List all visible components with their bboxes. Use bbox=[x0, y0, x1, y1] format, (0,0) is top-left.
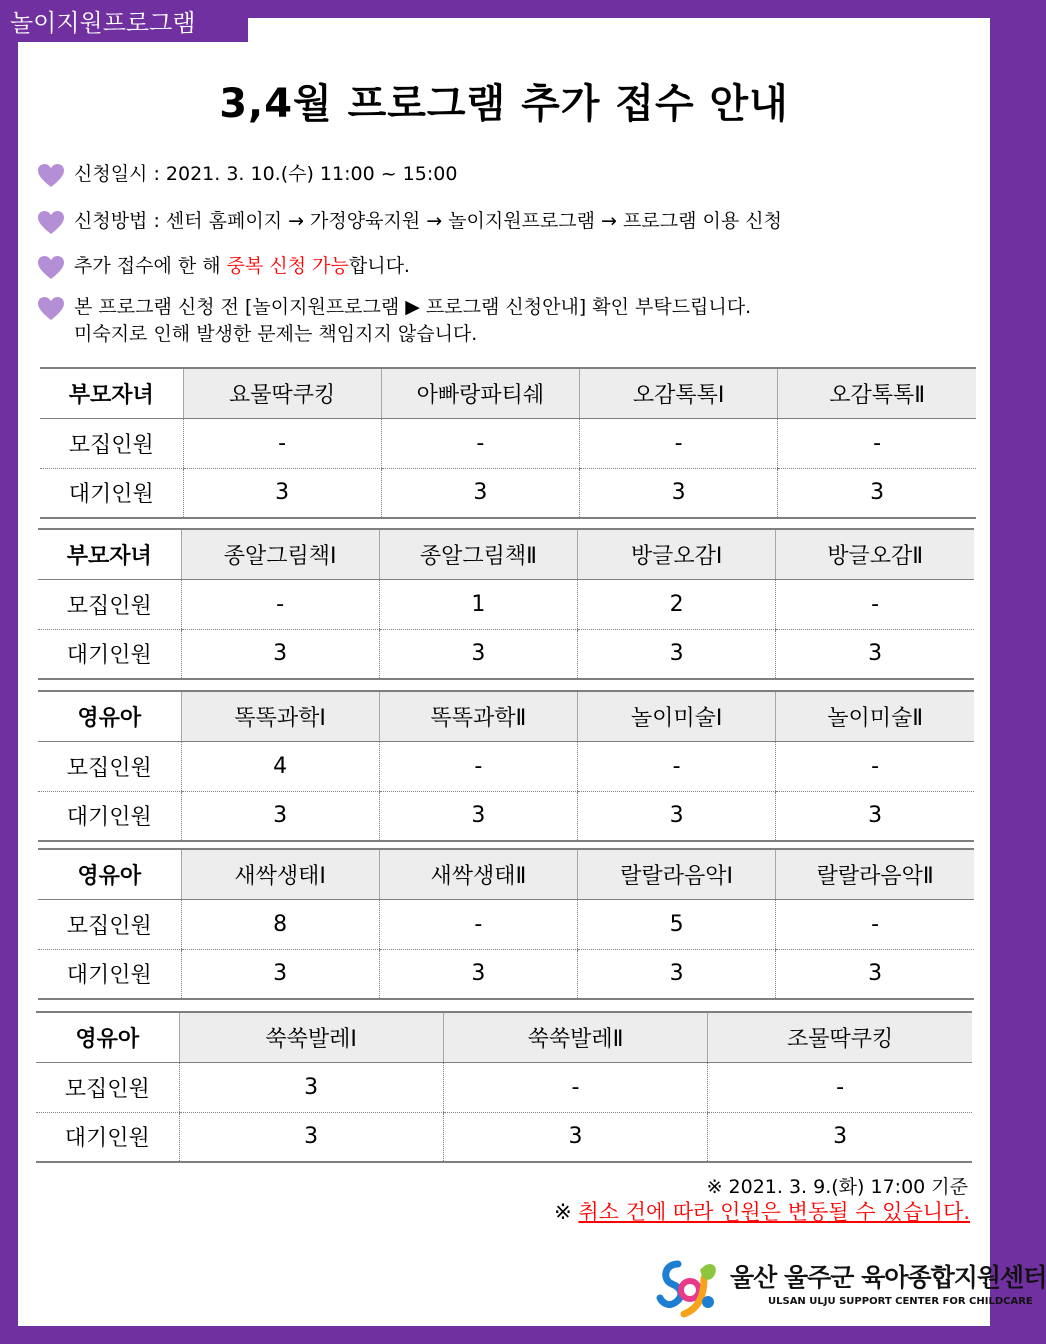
heart-icon bbox=[38, 256, 64, 280]
recruit-row bbox=[38, 899, 974, 949]
change-note-mark: ※ bbox=[554, 1200, 579, 1224]
row-label-recruit: 모집인원 bbox=[38, 899, 181, 949]
recruit-cell: - bbox=[776, 579, 974, 629]
waiting-cell: 3 bbox=[578, 949, 776, 999]
recruit-cell: - bbox=[379, 899, 577, 949]
program-name: 새싹생태Ⅰ bbox=[181, 849, 379, 899]
heart-icon bbox=[38, 211, 64, 235]
recruit-cell: 5 bbox=[578, 899, 776, 949]
waiting-cell: 3 bbox=[708, 1112, 972, 1162]
bullet-notice-line2: 미숙지로 인해 발생한 문제는 책임지지 않습니다. bbox=[74, 323, 478, 345]
heart-icon bbox=[38, 164, 64, 188]
recruit-cell: - bbox=[580, 418, 778, 468]
program-table-3 bbox=[38, 690, 974, 842]
recruit-cell: - bbox=[183, 418, 381, 468]
waiting-cell: 3 bbox=[381, 468, 579, 518]
program-name: 방글오감Ⅰ bbox=[578, 529, 776, 579]
program-name: 방글오감Ⅱ bbox=[776, 529, 974, 579]
bullet-date bbox=[38, 161, 457, 188]
waiting-cell: 3 bbox=[778, 468, 976, 518]
recruit-cell: - bbox=[776, 741, 974, 791]
row-label-recruit: 모집인원 bbox=[40, 418, 183, 468]
recruit-cell: 8 bbox=[181, 899, 379, 949]
row-label-waiting: 대기인원 bbox=[36, 1112, 179, 1162]
program-name: 똑똑과학Ⅰ bbox=[181, 691, 379, 741]
recruit-cell: - bbox=[379, 741, 577, 791]
waiting-cell: 3 bbox=[578, 629, 776, 679]
program-name: 종알그림책Ⅰ bbox=[181, 529, 379, 579]
recruit-cell: - bbox=[778, 418, 976, 468]
recruit-cell: 1 bbox=[379, 579, 577, 629]
recruit-cell: - bbox=[443, 1062, 707, 1112]
waiting-row bbox=[38, 791, 974, 841]
recruit-cell: - bbox=[708, 1062, 972, 1112]
row-label-waiting: 대기인원 bbox=[38, 791, 181, 841]
waiting-cell: 3 bbox=[181, 949, 379, 999]
row-label-recruit: 모집인원 bbox=[36, 1062, 179, 1112]
recruit-cell: 4 bbox=[181, 741, 379, 791]
table-header-row bbox=[36, 1012, 972, 1062]
group-label: 영유아 bbox=[38, 691, 181, 741]
waiting-cell: 3 bbox=[179, 1112, 443, 1162]
bullet-notice bbox=[38, 294, 751, 348]
program-name: 오감톡톡Ⅱ bbox=[778, 368, 976, 418]
center-logo-mark-icon bbox=[658, 1256, 722, 1318]
program-name: 쑥쑥발레Ⅰ bbox=[179, 1012, 443, 1062]
row-label-waiting: 대기인원 bbox=[38, 629, 181, 679]
program-name: 똑똑과학Ⅱ bbox=[379, 691, 577, 741]
waiting-cell: 3 bbox=[578, 791, 776, 841]
program-name: 오감톡톡Ⅰ bbox=[580, 368, 778, 418]
program-name: 아빠랑파티쉐 bbox=[381, 368, 579, 418]
waiting-cell: 3 bbox=[776, 791, 974, 841]
recruit-row bbox=[38, 579, 974, 629]
program-name: 종알그림책Ⅱ bbox=[379, 529, 577, 579]
recruit-row bbox=[40, 418, 976, 468]
bullet-method bbox=[38, 208, 782, 235]
bullet-duplicate-pre: 추가 접수에 한 해 bbox=[74, 255, 227, 277]
row-label-waiting: 대기인원 bbox=[38, 949, 181, 999]
waiting-row bbox=[40, 468, 976, 518]
waiting-cell: 3 bbox=[776, 629, 974, 679]
recruit-cell: - bbox=[381, 418, 579, 468]
center-logo bbox=[658, 1256, 1046, 1318]
program-name: 랄랄라음악Ⅰ bbox=[578, 849, 776, 899]
bullet-notice-line1: 본 프로그램 신청 전 [놀이지원프로그램 ▶ 프로그램 신청안내] 확인 부탁드립니다. bbox=[74, 296, 752, 318]
table-header-row bbox=[38, 691, 974, 741]
group-label: 부모자녀 bbox=[38, 529, 181, 579]
recruit-cell: 2 bbox=[578, 579, 776, 629]
waiting-row bbox=[38, 949, 974, 999]
waiting-cell: 3 bbox=[183, 468, 381, 518]
table-header-row bbox=[38, 529, 974, 579]
program-name: 요물딱쿠킹 bbox=[183, 368, 381, 418]
center-logo-name: 울산 울주군 육아종합지원센터 bbox=[730, 1263, 1046, 1292]
heart-icon bbox=[38, 297, 64, 321]
row-label-waiting: 대기인원 bbox=[40, 468, 183, 518]
waiting-cell: 3 bbox=[379, 949, 577, 999]
change-note-text: 취소 건에 따라 인원은 변동될 수 있습니다. bbox=[578, 1200, 970, 1224]
change-note bbox=[554, 1196, 970, 1226]
page-title: 3,4월 프로그램 추가 접수 안내 bbox=[219, 81, 789, 127]
table-header-row bbox=[40, 368, 976, 418]
waiting-cell: 3 bbox=[443, 1112, 707, 1162]
recruit-row bbox=[38, 741, 974, 791]
group-label: 영유아 bbox=[38, 849, 181, 899]
bullet-duplicate-post: 합니다. bbox=[348, 255, 410, 277]
program-name: 조물딱쿠킹 bbox=[708, 1012, 972, 1062]
program-name: 새싹생태Ⅱ bbox=[379, 849, 577, 899]
recruit-cell: - bbox=[578, 741, 776, 791]
program-table-4 bbox=[38, 848, 974, 1000]
basis-note: ※ 2021. 3. 9.(화) 17:00 기준 bbox=[706, 1176, 968, 1198]
bullet-duplicate-highlight: 중복 신청 가능 bbox=[226, 255, 349, 277]
recruit-cell: - bbox=[776, 899, 974, 949]
program-name: 쑥쑥발레Ⅱ bbox=[443, 1012, 707, 1062]
program-name: 랄랄라음악Ⅱ bbox=[776, 849, 974, 899]
program-table-1 bbox=[40, 367, 976, 519]
waiting-cell: 3 bbox=[379, 791, 577, 841]
bullet-duplicate bbox=[38, 253, 410, 280]
bullet-duplicate-text bbox=[74, 253, 410, 280]
program-name: 놀이미술Ⅱ bbox=[776, 691, 974, 741]
row-label-recruit: 모집인원 bbox=[38, 579, 181, 629]
waiting-cell: 3 bbox=[181, 629, 379, 679]
bullet-date-text: 신청일시 : 2021. 3. 10.(수) 11:00 ~ 15:00 bbox=[74, 163, 458, 185]
category-tag: 놀이지원프로그램 bbox=[0, 0, 248, 42]
waiting-cell: 3 bbox=[580, 468, 778, 518]
program-table-5 bbox=[36, 1011, 972, 1163]
bullet-method-text: 신청방법 : 센터 홈페이지 → 가정양육지원 → 놀이지원프로그램 → 프로그램 이용 신청 bbox=[74, 210, 782, 232]
waiting-row bbox=[36, 1112, 972, 1162]
bullet-notice-text bbox=[74, 294, 751, 348]
recruit-row bbox=[36, 1062, 972, 1112]
waiting-cell: 3 bbox=[181, 791, 379, 841]
program-name: 놀이미술Ⅰ bbox=[578, 691, 776, 741]
center-logo-subtitle: ULSAN ULJU SUPPORT CENTER FOR CHILDCARE bbox=[768, 1296, 1033, 1307]
program-table-2 bbox=[38, 528, 974, 680]
waiting-row bbox=[38, 629, 974, 679]
recruit-cell: - bbox=[181, 579, 379, 629]
recruit-cell: 3 bbox=[179, 1062, 443, 1112]
row-label-recruit: 모집인원 bbox=[38, 741, 181, 791]
table-header-row bbox=[38, 849, 974, 899]
group-label: 영유아 bbox=[36, 1012, 179, 1062]
waiting-cell: 3 bbox=[379, 629, 577, 679]
waiting-cell: 3 bbox=[776, 949, 974, 999]
group-label: 부모자녀 bbox=[40, 368, 183, 418]
